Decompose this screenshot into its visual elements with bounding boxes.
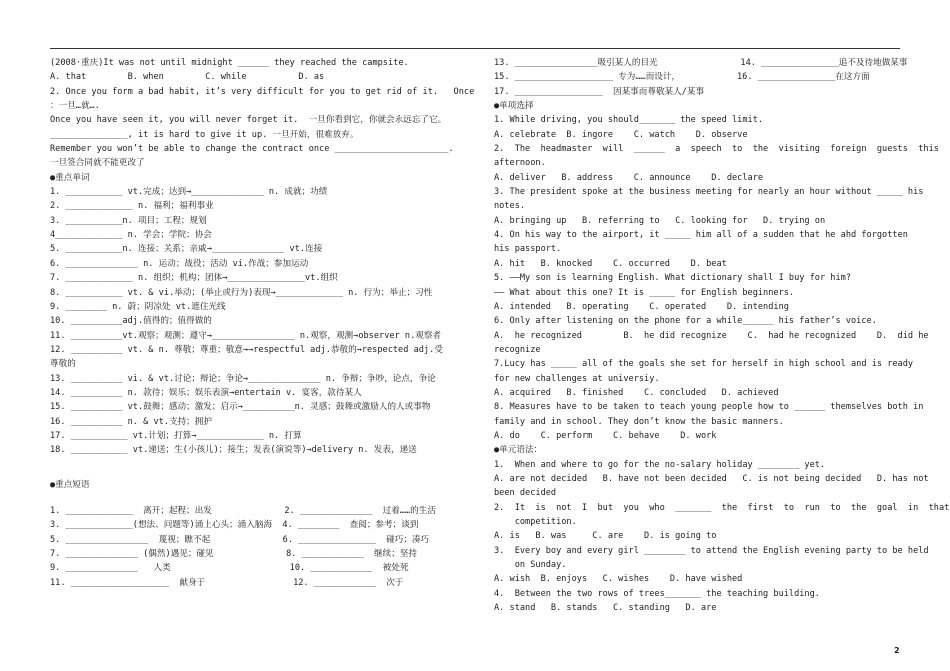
text-line: 17. ___________ vt.计划；打算→_____________ n. 打算: [50, 430, 302, 441]
text-line: 4. Between the two rows of trees_______ the teaching building.: [494, 588, 820, 599]
text-line: for new challenges at universiy.: [494, 373, 660, 384]
section-heading-key-words: ●重点单词: [50, 172, 90, 183]
text-line: 9. ________ n. 蔚；阴凉处 vt.遮住光线: [50, 301, 226, 312]
text-line: A. intended B. operating C. operated D. intending: [494, 301, 789, 312]
text-line: 1. _____________ 离开；起程；出发 2. ______________ 过着……的生活: [50, 505, 436, 516]
left-column: [50, 56, 475, 590]
text-line: A. stand B. stands C. standing D. are: [494, 603, 717, 614]
text-line: 13. __________ vi. & vt.讨论；辩论；争论→______________ n. 争辩；争吵，论点，争论: [50, 373, 436, 384]
text-line: 7.Lucy has _____ all of the goals she set for herself in high school and is ready: [494, 359, 914, 370]
text-line: 8. Measures have to be taken to teach young people how to ______ themselves both in: [494, 402, 924, 413]
text-line: A. acquired B. finished C. concluded D. achieved: [494, 387, 779, 398]
text-line: A. is B. was C. are D. is going to: [494, 531, 717, 542]
text-line: 7. ______________ (偶然)遇见；碰见 8. ____________ 继续；坚持: [50, 549, 417, 559]
text-line: been decided: [494, 488, 557, 499]
text-line: 1. When and where to go for the no-salary holiday ________ yet.: [494, 459, 826, 470]
text-line: afternoon.: [494, 158, 546, 169]
text-line: 16. __________ n. & vt.支持；拥护: [50, 416, 212, 427]
text-line: A. he recognized B. he did recognize C. had he recognized D. did he: [494, 330, 929, 341]
text-line: 14. __________ n. 款待；娱乐；娱乐表演→entertain v. 宴客，款待某人: [50, 387, 362, 398]
text-line: Once you have seen it, you will never forget it. 一旦你看到它，你就会永远忘了它。: [50, 115, 447, 126]
text-line: 1. ___________ vt.完成；达到→______________ n. 成就；功绩: [50, 187, 328, 198]
text-line: 5. ________________ 蔑视；瞧不起 6. _______________ 碰巧；凑巧: [50, 534, 430, 545]
text-line: A. are not decided B. have not been decided C. is not being decided D. has not: [494, 473, 929, 484]
spacer: [50, 492, 460, 504]
text-line: 10. __________adj.值得的；值得做的: [50, 316, 212, 327]
text-line: 5. ___________n. 连接；关系；亲戚→______________ vt.连接: [50, 244, 323, 255]
page-number: 2: [894, 646, 900, 655]
text-line: 6. ______________ n. 运动；战役；活动 vi.作战；参加运动: [50, 258, 309, 269]
text-line: 3. ___________n. 项目；工程；规划: [50, 215, 207, 226]
text-line: 11. ___________________ 献身于 12. ____________ 次于: [50, 577, 404, 588]
text-line: A. deliver B. address C. announce D. declare: [494, 172, 764, 183]
text-line: A. celebrate B. ingore C. watch D. observe: [494, 129, 748, 140]
text-line: his passport.: [494, 244, 562, 255]
text-line: A. bringing up B. referring to C. looking for D. trying on: [494, 215, 826, 226]
text-line: 尊敬的: [50, 359, 76, 370]
text-line: family and in school. They don’t know the basic manners.: [494, 416, 784, 427]
text-line: 3. Every boy and every girl ________ to attend the English evening party to be held: [494, 545, 929, 556]
text-line: 1. While driving, you should_______ the speed limit.: [494, 115, 764, 126]
text-line: A. that B. when C. while D. as: [50, 72, 325, 83]
section-heading-unit-grammar: ●单元语法：: [494, 445, 543, 456]
text-line: 13. ________________吸引某人的目光 14. _______________追不及待地做某事: [494, 58, 908, 68]
section-heading-key-phrases: ●重点短语: [50, 479, 90, 490]
text-line: A. hit B. knocked C. occurred D. beat: [494, 258, 727, 269]
text-line: notes.: [494, 201, 526, 212]
text-line: 2. It is not I but you who _______ the first to run to the goal in that: [494, 502, 950, 513]
text-line: ：一旦…就….: [50, 101, 100, 112]
text-line: 11. __________vt.观察；观测；遵守→________________ n.观察，观测→observer n.观察者: [50, 330, 442, 341]
text-line: 12. __________ vt. & n. 尊敬；尊重；敬意→→respectful adj.恭敬的→respected adj.受: [50, 344, 443, 355]
text-line: on Sunday.: [494, 560, 567, 571]
text-line: 7. _____________ n. 组织；机构；团体→_______________vt.组织: [50, 273, 338, 284]
text-line: A. do C. perform C. behave D. work: [494, 430, 717, 441]
text-line: (2008·重庆)It was not until midnight ______ they reached the campsite.: [50, 58, 409, 68]
header-rule: [50, 48, 900, 49]
section-heading-multiple-choice: ●单项选择: [494, 101, 534, 112]
text-line: Remember you won’t be able to change the contract once ______________________.: [50, 144, 454, 155]
text-line: 4. On his way to the airport, it _____ him all of a sudden that he ahd forgotten: [494, 230, 908, 241]
text-line: 8. ___________ vt. & vi.举动；(举止或行为)表现→_____________ n. 行为；举止；习性: [50, 287, 433, 298]
spacer: [50, 458, 460, 478]
text-line: 一旦签合同就不能更改了: [50, 158, 145, 169]
text-line: 4_____________ n. 学会；学院；协会: [50, 230, 212, 241]
text-line: 6. Only after listening on the phone for a while______ his father’s voice.: [494, 316, 877, 327]
text-line: 15. ___________________ 专为……而设计， 16. _______________在这方面: [494, 72, 870, 83]
text-line: 2. The headmaster will ______ a speech to the visiting foreign guests this: [494, 144, 939, 155]
text-line: 15. __________ vt.鼓舞；感动；激发；启示→__________n. 灵感；鼓舞或激励人的人或事物: [50, 402, 431, 413]
text-line: A. wish B. enjoys C. wishes D. have wished: [494, 574, 743, 585]
text-line: 2. _____________ n. 福利；福利事业: [50, 201, 214, 212]
text-line: competition.: [494, 517, 577, 527]
right-column: [494, 56, 950, 615]
text-line: 17. _________________ 因某事而尊敬某人/某事: [494, 86, 705, 97]
text-line: _______________, it is hard to give it up. 一旦开始，很难放弃。: [50, 129, 359, 140]
text-line: 3. _____________(想法、问题等)涌上心头；涌入脑海 4. ________ 查阅；参考；谈到: [50, 520, 419, 531]
text-line: —— What about this one? It is _____ for English beginners.: [494, 287, 795, 298]
text-line: 2. Once you form a bad habit, it’s very difficult for you to get rid of it. Once: [50, 86, 475, 97]
text-line: recognize: [494, 344, 541, 355]
text-line: 9. ______________ 人类 10. ____________ 被处死: [50, 563, 409, 574]
text-line: 18. ___________ vt.递送；生(小孩儿)；接生；发表(演说等)→delivery n. 发表，递送: [50, 445, 417, 456]
text-line: 5. ——My son is learning English. What dictionary shall I buy for him?: [494, 273, 851, 284]
text-line: 3. The president spoke at the business meeting for nearly an hour without _____ his: [494, 187, 924, 198]
